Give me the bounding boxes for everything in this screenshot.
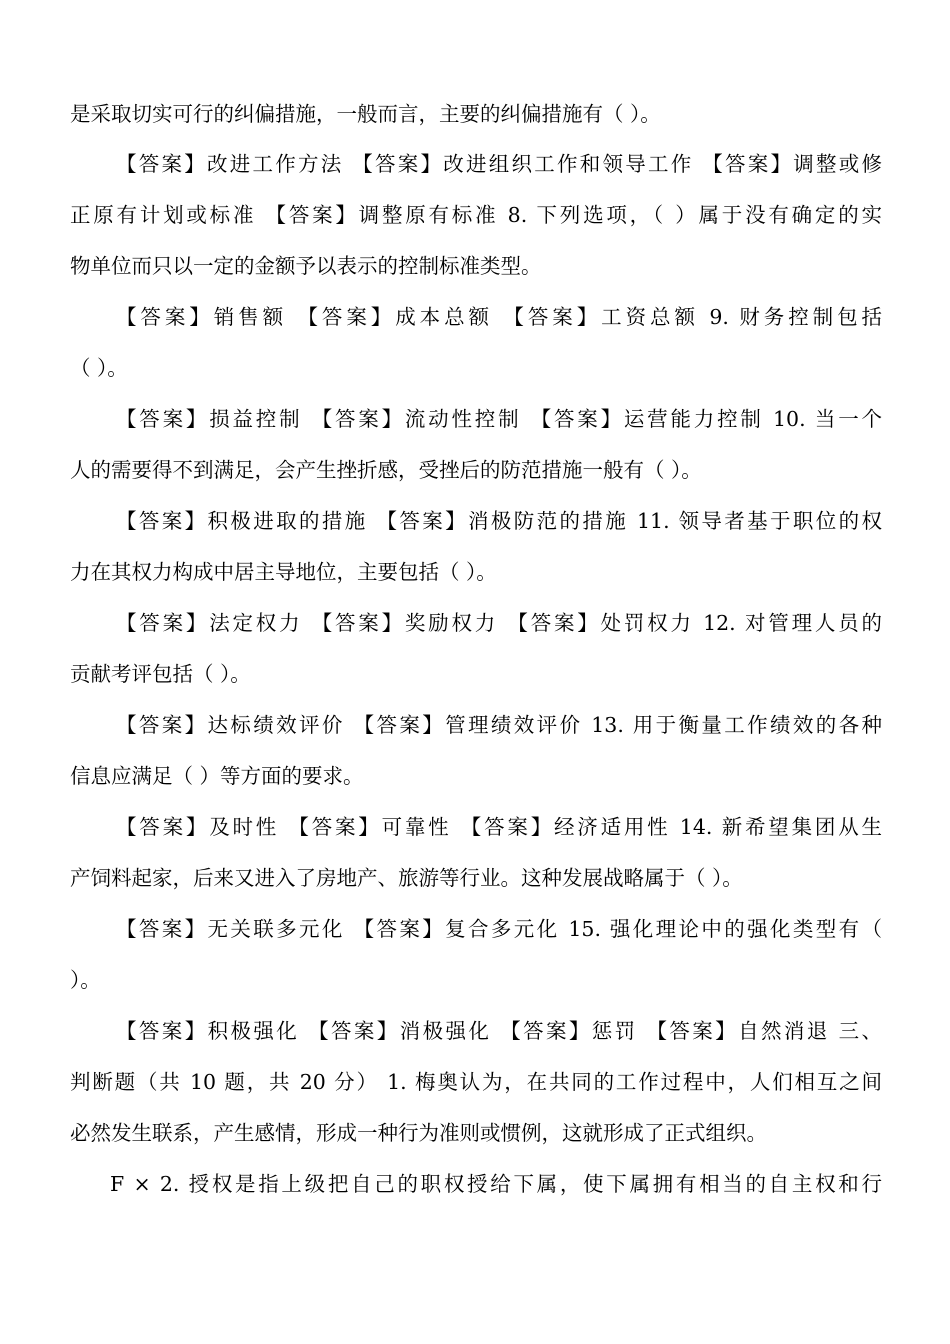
answer-line: 【答案】损益控制 【答案】流动性控制 【答案】运营能力控制 10. 当一个 bbox=[116, 407, 882, 431]
text-line: 物单位而只以一定的金额予以表示的控制标准类型。 bbox=[70, 254, 542, 278]
text-line: （ ）。 bbox=[70, 356, 128, 380]
text-line: 是采取切实可行的纠偏措施，一般而言，主要的纠偏措施有（ ）。 bbox=[70, 102, 661, 126]
text-line: ）。 bbox=[70, 968, 101, 992]
text-line: 人的需要得不到满足，会产生挫折感，受挫后的防范措施一般有（ ）。 bbox=[70, 458, 702, 482]
text-line: 贡献考评包括（ ）。 bbox=[70, 662, 251, 686]
answer-line: 【答案】及时性 【答案】可靠性 【答案】经济适用性 14. 新希望集团从生 bbox=[116, 815, 882, 839]
answer-line: 【答案】积极进取的措施 【答案】消极防范的措施 11. 领导者基于职位的权 bbox=[116, 509, 882, 533]
text-line: 判断题（共 10 题，共 20 分） 1. 梅奥认为，在共同的工作过程中，人们相互之间 bbox=[70, 1070, 882, 1094]
text-line: 必然发生联系，产生感情，形成一种行为准则或惯例，这就形成了正式组织。 bbox=[70, 1121, 767, 1145]
answer-line: 【答案】改进工作方法 【答案】改进组织工作和领导工作 【答案】调整或修 bbox=[116, 152, 882, 176]
answer-line: 【答案】销售额 【答案】成本总额 【答案】工资总额 9. 财务控制包括 bbox=[116, 305, 882, 329]
answer-line: 【答案】法定权力 【答案】奖励权力 【答案】处罚权力 12. 对管理人员的 bbox=[116, 611, 882, 635]
answer-line: 【答案】无关联多元化 【答案】复合多元化 15. 强化理论中的强化类型有（ bbox=[116, 917, 882, 941]
text-line: 力在其权力构成中居主导地位，主要包括（ ）。 bbox=[70, 560, 497, 584]
text-line: 产饲料起家，后来又进入了房地产、旅游等行业。这种发展战略属于（ ）。 bbox=[70, 866, 743, 890]
answer-line: 【答案】达标绩效评价 【答案】管理绩效评价 13. 用于衡量工作绩效的各种 bbox=[116, 713, 882, 737]
answer-line: 【答案】积极强化 【答案】消极强化 【答案】惩罚 【答案】自然消退 三、 bbox=[116, 1019, 882, 1043]
text-line: 正原有计划或标准 【答案】调整原有标准 8. 下列选项，（ ）属于没有确定的实 bbox=[70, 203, 882, 227]
judgment-line: F × 2. 授权是指上级把自己的职权授给下属，使下属拥有相当的自主权和行 bbox=[110, 1172, 882, 1196]
text-line: 信息应满足（ ）等方面的要求。 bbox=[70, 764, 364, 788]
